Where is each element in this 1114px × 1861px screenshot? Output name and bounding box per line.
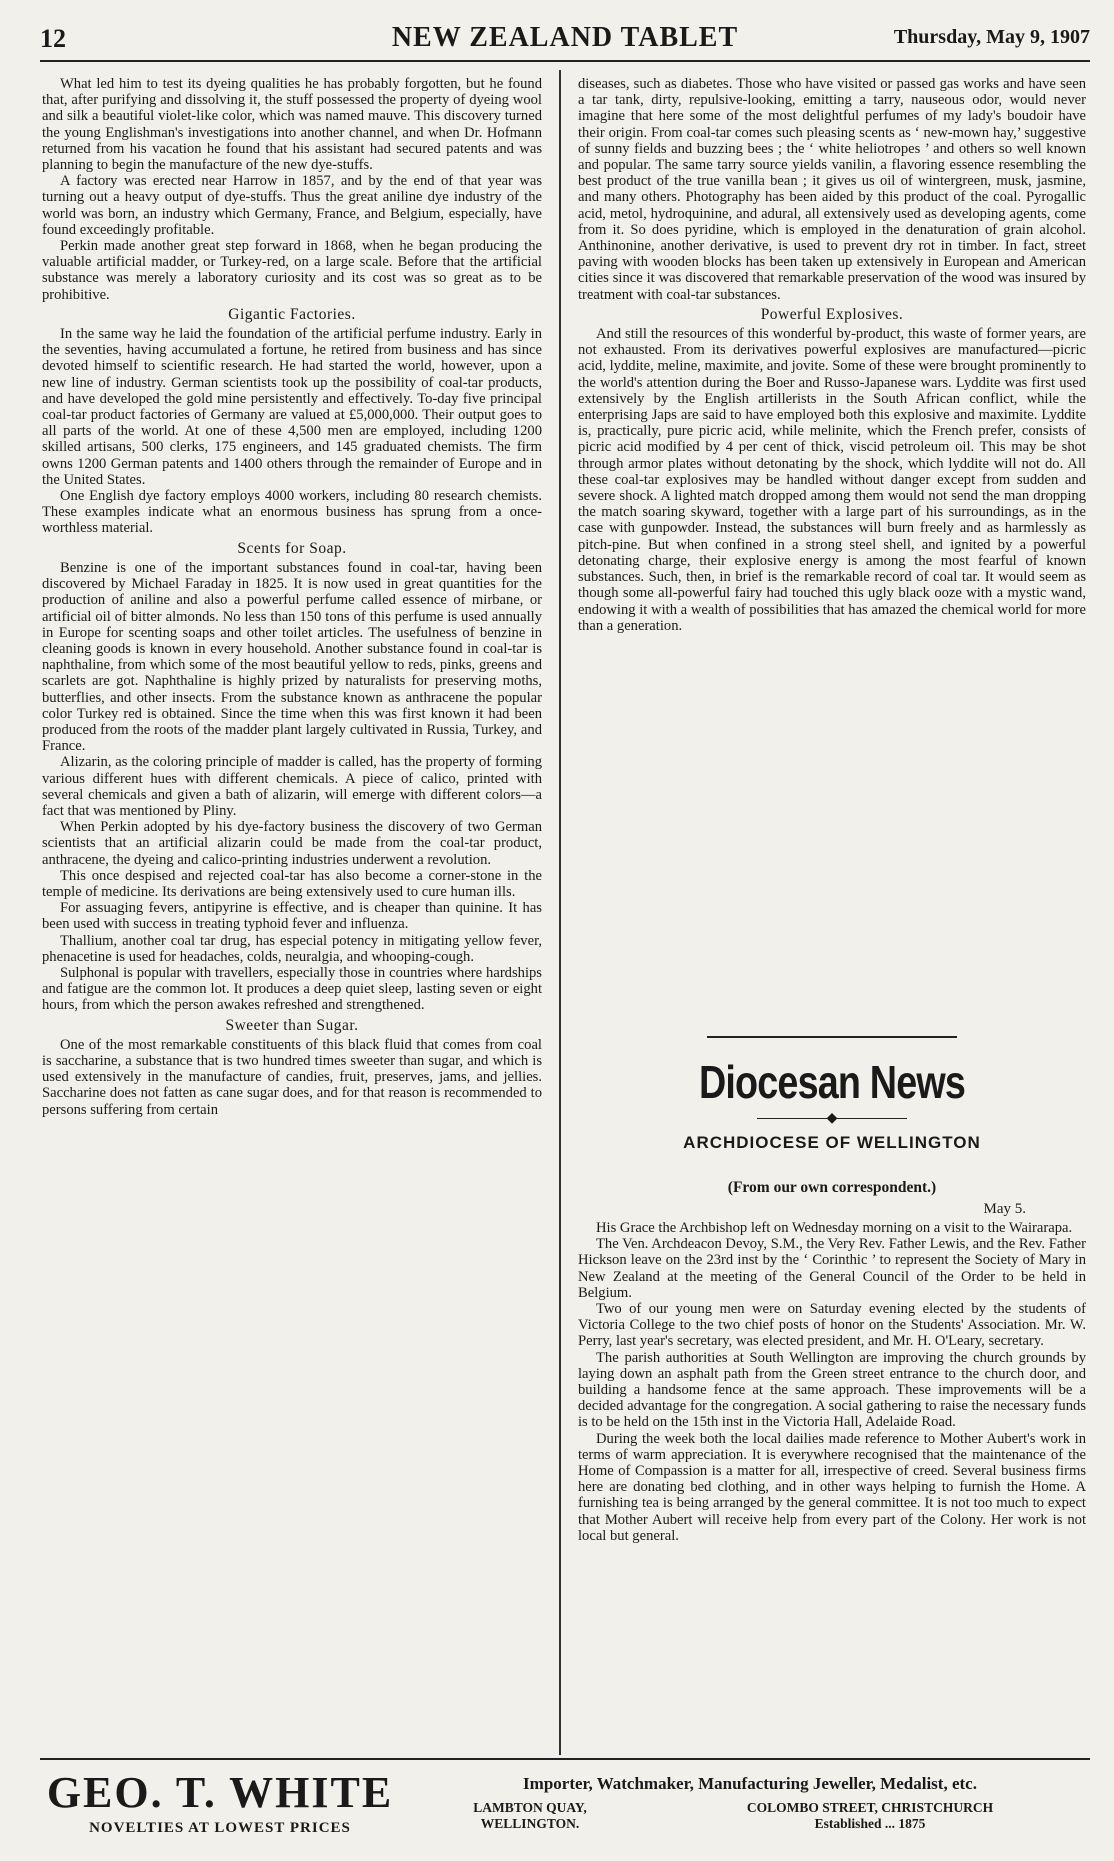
- section-rule: [707, 1036, 957, 1038]
- paragraph: Two of our young men were on Saturday evening elected by the students of Victoria College to the two chief posts of honor on the Students' Association. Mr. W. Perry, last year's secretary, was elected president, and Mr. H. O'Leary, secretary.: [578, 1301, 1086, 1350]
- column-divider: [559, 70, 561, 1755]
- advertisement-footer: [40, 1758, 1090, 1850]
- paragraph: His Grace the Archbishop left on Wednesday morning on a visit to the Wairarapa.: [596, 1220, 1073, 1236]
- address-line: LAMBTON QUAY,: [473, 1800, 587, 1815]
- paragraph: During the week both the local dailies made reference to Mother Aubert's work in terms of warm appreciation. It is everywhere recognised that the maintenance of the Home of Compassion is a matter for all, irrespective of creed. Several business firms here are donating bed clothing, and in other ways helping to furnish the Home. A furnishing tea is being arranged by the general committee. It is not too much to expect that Mother Aubert will receive help from every part of the Colony. Her work is not local but general.: [578, 1430, 1086, 1544]
- paragraph: Benzine is one of the important substances found in coal-tar, having been discovered by Michael Faraday in 1825. It is now used in great quantities for the production of aniline and also a powerful perfume called essence of mirbane, or artificial oil of bitter almonds. No less than 150 tons of this perfume is used annually in Europe for scenting soaps and other toilet articles. The usefulness of benzine in cleaning goods is known in every household. Another substance found in coal-tar is naphthaline, from which some of the most beautiful yellow to reds, pinks, greens and scarlets are got. Naphthaline is highly prized by naturalists for preserving moths, butterflies, and other insects. From the substance known as anthracene the popular color Turkey red is obtained. Since the time when this was first known it had been produced from the roots of the madder plant largely cultivated in Russia, Turkey, and France.: [42, 559, 542, 755]
- paragraph: Thallium, another coal tar drug, has especial potency in mitigating yellow fever, phenacetine is used for headaches, colds, neuralgia, and whooping-cough.: [42, 932, 542, 965]
- paragraph: When Perkin adopted by his dye-factory business the discovery of two German scientists that an artificial alizarin could be made from the coal-tar product, anthracene, the dyeing and calico-printing industries underwent a revolution.: [42, 819, 542, 868]
- section-heading: Sweeter than Sugar.: [225, 1016, 359, 1034]
- paragraph: Perkin made another great step forward in 1868, when he began producing the valuable artificial madder, or Turkey-red, on a large scale. Before that the artificial substance was merely a laboratory curiosity and its cost was so great as to be prohibitive.: [42, 238, 542, 303]
- page-number: 12: [40, 24, 66, 53]
- diocesan-news-section: [578, 1036, 1086, 1544]
- paragraph: And still the resources of this wonderful by-product, this waste of former years, are not exhausted. From its derivatives powerful explosives are manufactured—picric acid, lyddite, meline, maximite, and jovite. Some of these were brought prominently to the world's attention during the Boer and Russo-Japanese wars. Lyddite was first used extensively by the English artillerists in the South African conflict, while the enterprising Japs are said to have employed both this explosive and maximite. Lyddite is, practically, pure picric acid, while melinite, which the French prefer, consists of picric acid modified by 4 per cent of thick, viscid petroleum oil. This may be shot through armor plates without detonating by the shock, which lyddite will not do. All these coal-tar explosives may be handled without danger except from sudden and severe shock. A lighted match dropped among them would not send the man dropping the match soaring skyward, together with a large part of his surroundings, as in the case with gunpowder. Instead, the substances will burn freely and as harmlessly as pitch-pine. But when confined in a strong steel shell, and ignited by a powerful detonating charge, their explosive energy is among the most fearful of known substances. Such, then, in brief is the remarkable record of coal tar. It would seem as though some all-powerful fairy had touched this ugly black ooze with a mystic wand, endowing it with a wealth of possibilities that has amazed the chemical world for more than a generation.: [578, 326, 1086, 634]
- issue-date: Thursday, May 9, 1907: [893, 26, 1090, 48]
- diocesan-body: [578, 1220, 1086, 1544]
- right-column: [578, 76, 1086, 1026]
- correspondent-line: (From our own correspondent.): [727, 1179, 937, 1196]
- christchurch-address: [680, 1800, 1060, 1832]
- paragraph: What led him to test its dyeing qualities he has probably forgotten, but he found that, after purifying and dissolving it, the stuff possessed the property of dyeing wool and silk a beautiful violet-like color, which was named mauve. This discovery turned the young Englishman's investigations into another channel, and when Dr. Hofmann returned from his vacation he found that his assistant had secured patents and was planning to begin the manufacture of the new dye-stuffs.: [42, 76, 542, 174]
- ornament-divider: ◆: [578, 1110, 1086, 1127]
- paragraph: For assuaging fevers, antipyrine is effective, and is cheaper than quinine. It has been used with success in treating typhoid fever and influenza.: [42, 900, 542, 933]
- section-title: Diocesan News: [698, 1056, 966, 1108]
- address-line: COLOMBO STREET, CHRISTCHURCH: [746, 1800, 994, 1815]
- paragraph: Sulphonal is popular with travellers, especially those in countries where hardships and fatigue are the common lot. It produces a deep quiet sleep, lasting seven or eight hours, from which the person awakes refreshed and strengthened.: [42, 964, 542, 1014]
- paragraph: One English dye factory employs 4000 workers, including 80 research chemists. These examples indicate what an enormous business has sprung from a once-worthless material.: [42, 488, 542, 537]
- newspaper-title: NEW ZEALAND TABLET: [391, 22, 739, 53]
- left-column: [42, 76, 542, 1752]
- paragraph: In the same way he laid the foundation of the artificial perfume industry. Early in the seventies, having accumulated a fortune, he retired from business and has since devoted himself to scientific research. He had started the world, however, upon a new line of industry. German scientists took up the possibility of coal-tar products, and have developed the gold mine persistently and effectively. To-day five principal coal-tar product factories of Germany are valued at £5,000,000. Their output goes to all parts of the world. At one of these 4,500 men are employed, including 1200 skilled artisans, 500 clerks, 175 engineers, and 145 graduated chemists. The firm owns 1200 German patents and 1400 others through the remainder of Europe and in the United States.: [42, 326, 542, 488]
- dateline: May 5.: [983, 1201, 1026, 1217]
- advertiser-name: GEO. T. WHITE: [46, 1768, 394, 1817]
- section-heading: Gigantic Factories.: [228, 305, 356, 323]
- address-line: WELLINGTON.: [480, 1816, 580, 1831]
- paragraph: A factory was erected near Harrow in 1857, and by the end of that year was turning out a heavy output of dye-stuffs. Thus the great aniline dye industry of the world was born, an industry which Germany, France, and Belgium, especially, have found exceedingly profitable.: [42, 173, 542, 238]
- paragraph: diseases, such as diabetes. Those who have visited or passed gas works and have seen a tar tank, dirty, repulsive-looking, emitting a tarry, nauseous odor, would never imagine that here some of the most delightful perfumes of my lady's boudoir have their origin. From coal-tar comes such pleasing scents as ‘ new-mown hay,’ suggestive of sunny fields and buzzing bees ; the ‘ white heliotropes ’ and others so well known and popular. The same tarry source yields vanilin, a flavoring essence resembling the best product of the true vanilla bean ; it gives us oil of wintergreen, musk, jasmine, and many others. Photography has been aided by this product of the coal. Pyrogallic acid, metol, hydroquinine, and adural, all extensively used as developing agents, come from it. So does pyridine, which is employed in the denaturation of grain alcohol. Anthinonine, another derivative, is used to prevent dry rot in timber. In fact, street paving with wooden blocks has been taken up extensively in European and American cities since it was discovered that remarkable preservation of the wood was insured by treatment with coal-tar substances.: [578, 76, 1086, 303]
- established-line: Established ... 1875: [814, 1816, 926, 1831]
- section-heading: Scents for Soap.: [237, 539, 347, 557]
- paragraph: The parish authorities at South Wellington are improving the church grounds by laying down an asphalt path from the Green street entrance to the church door, and building a handsome fence at the same approach. These improvements will be a decided advantage for the congregation. A social gathering to raise the necessary funds is to be held on the 15th inst in the Victoria Hall, Adelaide Road.: [578, 1349, 1086, 1431]
- paragraph: The Ven. Archdeacon Devoy, S.M., the Very Rev. Father Lewis, and the Rev. Father Hickson leave on the 23rd inst by the ‘ Corinthic ’ to represent the Society of Mary in New Zealand at the meeting of the General Council of the Order to be held in Belgium.: [578, 1236, 1086, 1301]
- masthead: [40, 20, 1090, 62]
- wellington-address: [430, 1800, 630, 1832]
- paragraph: Alizarin, as the coloring principle of madder is called, has the property of forming various different hues with different chemicals. A piece of calico, printed with several chemicals and given a bath of alizarin, will emerge with different colors—a fact that was mentioned by Pliny.: [42, 754, 542, 819]
- section-subtitle: ARCHDIOCESE OF WELLINGTON: [683, 1133, 981, 1152]
- advertiser-trades: Importer, Watchmaker, Manufacturing Jeweller, Medalist, etc.: [523, 1774, 977, 1793]
- section-heading: Powerful Explosives.: [760, 305, 904, 323]
- paragraph: This once despised and rejected coal-tar has also become a corner-stone in the temple of medicine. Its derivations are being extensively used to cure human ills.: [42, 867, 542, 900]
- paragraph: One of the most remarkable constituents of this black fluid that comes from coal is saccharine, a substance that is two hundred times sweeter than sugar, and which is used extensively in the manufacture of candies, fruit, preserves, jams, and jellies. Saccharine does not fatten as cane sugar does, and for that reason is recommended to persons suffering from certain: [42, 1036, 542, 1118]
- advertiser-tagline: NOVELTIES AT LOWEST PRICES: [89, 1820, 351, 1836]
